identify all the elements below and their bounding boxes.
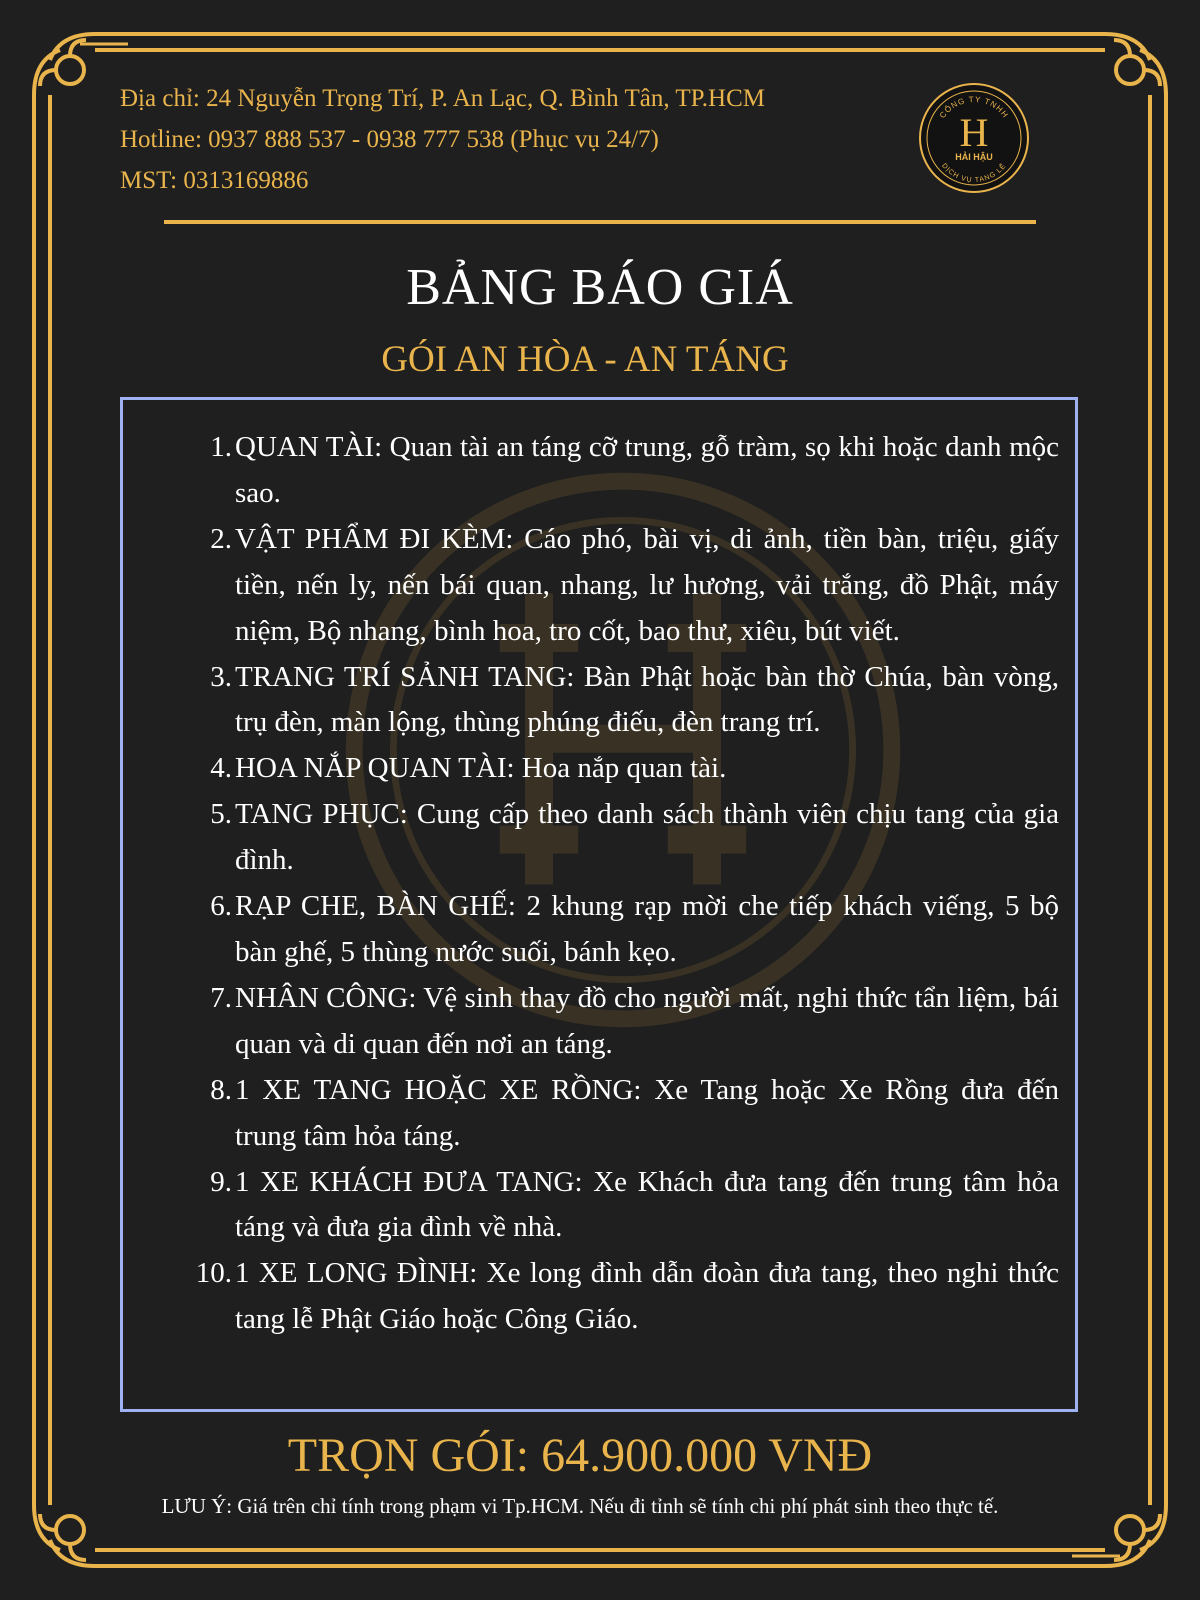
list-item-number: 10. (195, 1257, 232, 1290)
list-item-number: 7. (210, 981, 232, 1014)
list-item (153, 746, 1059, 792)
company-logo (918, 82, 1030, 194)
company-address: Địa chỉ: 24 Nguyễn Trọng Trí, P. An Lạc, Q. Bình Tân, TP.HCM (120, 85, 765, 112)
list-item-number: 1. (210, 431, 232, 463)
list-item-text: HOA NẮP QUAN TÀI: Hoa nắp quan tài. (235, 752, 727, 785)
service-list (153, 425, 1059, 1343)
logo-name: HẢI HẬU (955, 152, 993, 162)
list-item (153, 655, 1059, 747)
service-list-box (120, 397, 1078, 1412)
list-item (153, 1160, 1059, 1252)
list-item-number: 4. (210, 752, 232, 785)
list-item-text: TRANG TRÍ SẢNH TANG: Bàn Phật hoặc bàn thờ Chúa, bàn vòng, trụ đèn, màn lộng, thùng phúng điếu, đèn trang trí. (235, 660, 1059, 739)
logo-monogram: H (959, 110, 989, 155)
list-item (153, 884, 1059, 976)
list-item-number: 6. (210, 890, 232, 923)
list-item (153, 976, 1059, 1068)
list-item-text: QUAN TÀI: Quan tài an táng cỡ trung, gỗ tràm, sọ khi hoặc danh mộc sao. (235, 431, 1059, 509)
list-item-number: 5. (210, 798, 232, 831)
list-item-number: 8. (210, 1073, 232, 1106)
list-item-text: TANG PHỤC: Cung cấp theo danh sách thành viên chịu tang của gia đình. (235, 798, 1059, 877)
list-item-number: 2. (210, 522, 232, 555)
company-tax-code: MST: 0313169886 (120, 167, 309, 194)
list-item-text: NHÂN CÔNG: Vệ sinh thay đồ cho người mất, nghi thức tẩn liệm, bái quan và di quan đến nơi an táng. (235, 981, 1059, 1060)
page-title: BẢNG BÁO GIÁ (406, 259, 794, 316)
list-item (153, 517, 1059, 655)
logo-top-text: CÔNG TY TNHH (937, 94, 1011, 120)
logo-bottom-text: DỊCH VỤ TANG LỄ (940, 162, 1008, 185)
list-item-text: 1 XE LONG ĐÌNH: Xe long đình dẫn đoàn đưa tang, theo nghi thức tang lễ Phật Giáo hoặc Công Giáo. (235, 1257, 1059, 1336)
company-info (120, 78, 765, 201)
header-divider (164, 220, 1036, 224)
list-item-text: 1 XE KHÁCH ĐƯA TANG: Xe Khách đưa tang đến trung tâm hỏa táng và đưa gia đình về nhà. (235, 1165, 1059, 1244)
list-item (153, 425, 1059, 517)
company-hotline: Hotline: 0937 888 537 - 0938 777 538 (Phục vụ 24/7) (120, 126, 659, 153)
package-price: TRỌN GÓI: 64.900.000 VNĐ (287, 1429, 873, 1482)
list-item-text: VẬT PHẨM ĐI KÈM: Cáo phó, bài vị, di ảnh, tiền bàn, triệu, giấy tiền, nến ly, nến bái quan, nhang, lư hương, vải trắng, đồ Phật, máy niệm, Bộ nhang, bình hoa, tro cốt, bao thư, xiêu, bút viết. (235, 522, 1059, 647)
list-item (153, 1251, 1059, 1343)
list-item (153, 792, 1059, 884)
price-note: LƯU Ý: Giá trên chỉ tính trong phạm vi Tp.HCM. Nếu đi tỉnh sẽ tính chi phí phát sinh theo thực tế. (161, 1494, 999, 1518)
list-item-number: 3. (210, 660, 232, 693)
list-item-number: 9. (210, 1165, 232, 1198)
list-item-text: 1 XE TANG HOẶC XE RỒNG: Xe Tang hoặc Xe Rồng đưa đến trung tâm hỏa táng. (235, 1073, 1059, 1152)
list-item (153, 1068, 1059, 1160)
package-name: GÓI AN HÒA - AN TÁNG (381, 339, 789, 380)
list-item-text: RẠP CHE, BÀN GHẾ: 2 khung rạp mời che tiếp khách viếng, 5 bộ bàn ghế, 5 thùng nước suối, bánh kẹo. (235, 890, 1059, 968)
